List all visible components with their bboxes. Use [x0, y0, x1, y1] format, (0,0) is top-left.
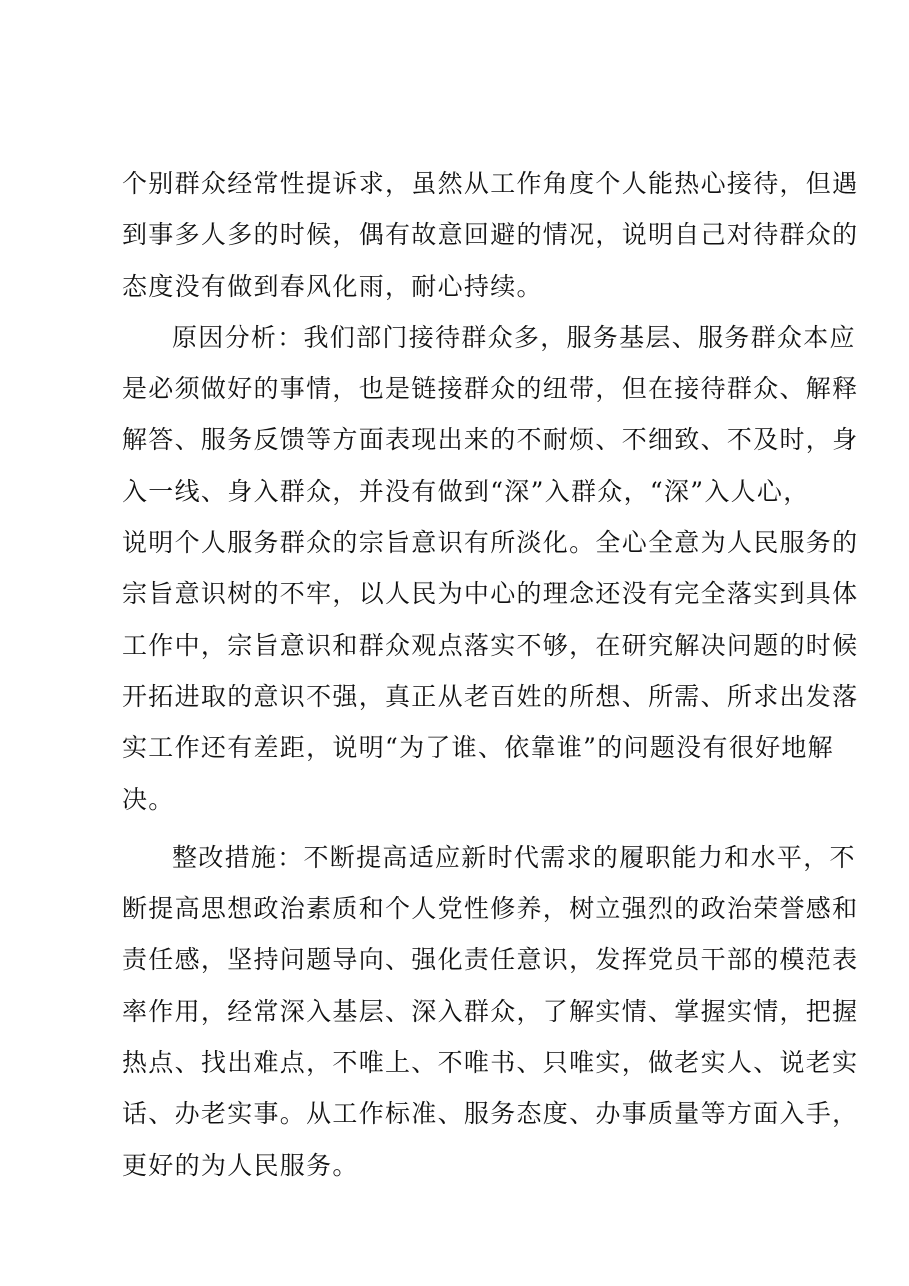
text-line: 宗旨意识树的不牢，以人民为中心的理念还没有完全落实到具体 — [122, 579, 859, 609]
text-line: 率作用，经常深入基层、深入群众，了解实情、掌握实情，把握 — [122, 996, 859, 1026]
text-line: 个别群众经常性提诉求，虽然从工作角度个人能热心接待，但遇 — [122, 169, 859, 198]
text-line: 话、办老实事。从工作标准、服务态度、办事质量等方面入手， — [122, 1099, 859, 1129]
text-line: 决。 — [122, 784, 175, 814]
body-text — [122, 158, 859, 1191]
text-line: 断提高思想政治素质和个人党性修养，树立强烈的政治荣誉感和 — [122, 894, 859, 924]
text-line: 工作中，宗旨意识和群众观点落实不够，在研究解决问题的时候 — [122, 630, 859, 660]
text-line: 是必须做好的事情，也是链接群众的纽带，但在接待群众、解释 — [122, 374, 859, 404]
text-line: 开拓进取的意识不强，真正从老百姓的所想、所需、所求出发落 — [122, 681, 859, 711]
paragraph-cause-analysis — [122, 312, 859, 825]
paragraph-rectification-measures — [122, 832, 859, 1191]
text-line: 实工作还有差距，说明“为了谁、依靠谁”的问题没有很好地解 — [122, 733, 834, 763]
text-line: 说明个人服务群众的宗旨意识有所淡化。全心全意为人民服务的 — [122, 528, 859, 558]
text-line: 解答、服务反馈等方面表现出来的不耐烦、不细致、不及时，身 — [122, 425, 859, 455]
text-line: 责任感，坚持问题导向、强化责任意识，发挥党员干部的模范表 — [122, 945, 859, 975]
text-line: 更好的为人民服务。 — [122, 1150, 359, 1180]
text-line: 到事多人多的时候，偶有故意回避的情况，说明自己对待群众的 — [122, 220, 859, 250]
text-line: 整改措施：不断提高适应新时代需求的履职能力和水平，不 — [172, 842, 856, 872]
paragraph-service-attitude — [122, 158, 859, 312]
text-line: 态度没有做到春风化雨，耐心持续。 — [122, 271, 543, 301]
text-line: 入一线、身入群众，并没有做到“深”入群众，“深”入人心， — [122, 476, 810, 506]
text-line: 原因分析：我们部门接待群众多，服务基层、服务群众本应 — [172, 322, 856, 352]
text-line: 热点、找出难点，不唯上、不唯书、只唯实，做老实人、说老实 — [122, 1048, 859, 1078]
